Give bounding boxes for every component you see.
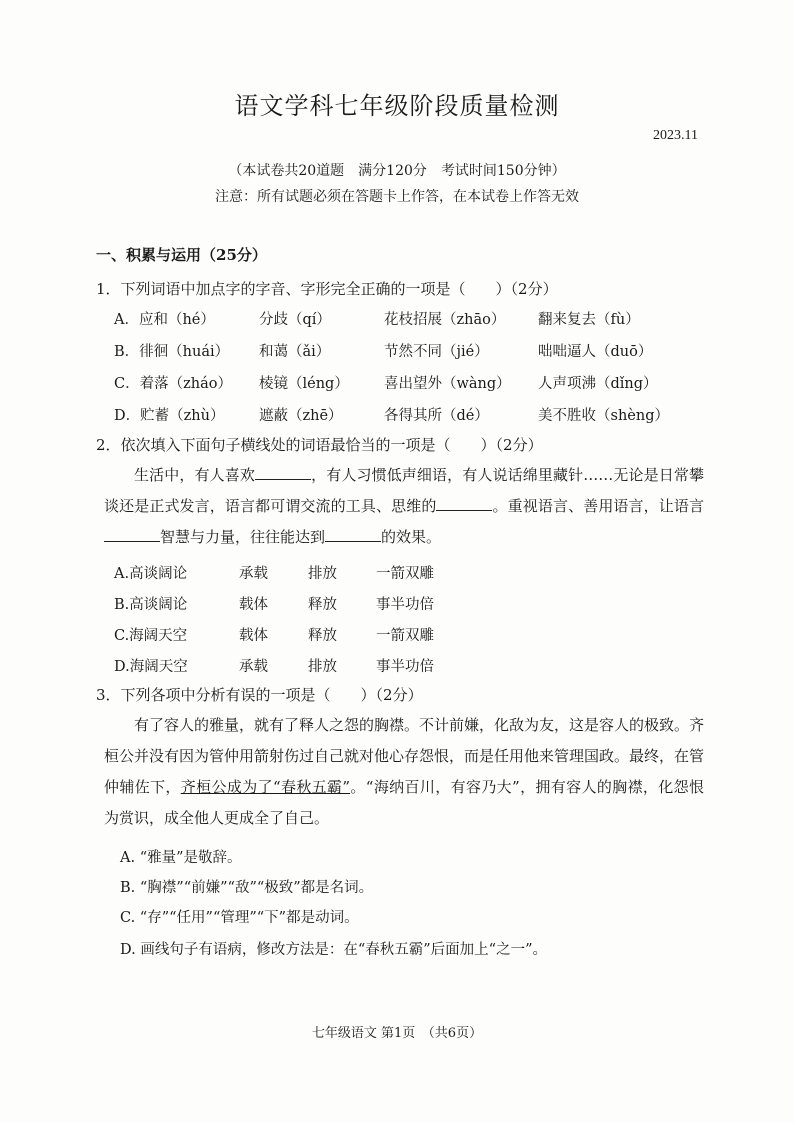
q2-cell: A.高谈阔论 — [114, 566, 188, 582]
section-title: 一、积累与运用（25分） — [96, 246, 267, 264]
passage-text: 有了容人的雅量，就有了释人之怨的胸襟。不计前嫌，化敌为友，这是容人的极致。齐桓公并没有因为管仲用箭射伤过自己就对他心存怨恨，而是任用他来管理国政。最终，在管仲辅佐下， — [104, 716, 705, 796]
q2-cell: B.高谈阔论 — [114, 597, 188, 613]
q2-cell: C.海阔天空 — [114, 628, 188, 644]
passage-text: 智慧与力量，往往能达到 — [160, 528, 326, 546]
q3-option: C. “存”“任用”“管理”“下”都是动词。 — [120, 910, 359, 926]
q2-cell: 释放 — [308, 597, 337, 613]
passage-text: 。“海纳百川，有容乃大”，拥有容人的胸襟，化怨恨为赏识，成全他人更成全了自己。 — [104, 778, 704, 827]
q2-cell: 承载 — [239, 659, 268, 675]
exam-title: 语文学科七年级阶段质量检测 — [234, 92, 560, 120]
q2-cell: 一箭双雕 — [376, 628, 434, 644]
question-3-stem: 3．下列各项中分析有误的一项是（ ）（2分） — [96, 686, 423, 704]
q1-cell: 花枝招展（zhāo） — [384, 312, 506, 328]
q2-cell: 释放 — [308, 628, 337, 644]
question-1-stem: 1．下列词语中加点字的字音、字形完全正确的一项是（ ）（2分） — [96, 280, 558, 298]
q1-cell: 人声项沸（dǐng） — [538, 376, 658, 392]
passage-text: 。重视语言、善用语言，让语言 — [492, 497, 704, 515]
exam-date: 2023.11 — [653, 128, 698, 143]
q1-cell: 喜出望外（wàng） — [384, 376, 511, 392]
passage-text: 生活中，有人喜欢 — [134, 466, 255, 484]
q2-cell: 事半功倍 — [376, 597, 434, 613]
q2-cell: 载体 — [239, 597, 268, 613]
q1-cell: 咄咄逼人（duō） — [538, 344, 653, 360]
q1-cell: 节然不同（jié） — [384, 344, 489, 360]
q1-cell: 棱镜（léng） — [259, 376, 349, 392]
q1-cell: A．应和（hé） — [114, 312, 215, 328]
exam-info: （本试卷共20道题 满分120分 考试时间150分钟） — [228, 163, 566, 179]
q1-cell: C．着落（zháo） — [114, 376, 232, 392]
q1-cell: 翻来复去（fù） — [538, 312, 640, 328]
q1-cell: D．贮蓄（zhù） — [114, 408, 225, 424]
q1-cell: 各得其所（dé） — [384, 408, 489, 424]
q1-cell: 分歧（qí） — [259, 312, 331, 328]
q2-cell: 载体 — [239, 628, 268, 644]
underlined-sentence: 齐桓公成为了“春秋五霸” — [180, 778, 351, 796]
q2-cell: D.海阔天空 — [114, 659, 188, 675]
question-3-passage — [104, 710, 704, 834]
question-2-stem: 2．依次填入下面句子横线处的词语最恰当的一项是（ ）（2分） — [96, 436, 543, 454]
q2-cell: 承载 — [239, 566, 268, 582]
q1-cell: B．徘徊（huái） — [114, 344, 230, 360]
q3-option: A. “雅量”是敬辞。 — [120, 850, 242, 866]
passage-text: 的效果。 — [381, 528, 442, 546]
q2-cell: 排放 — [308, 566, 337, 582]
page-footer: 七年级语文 第1页 （共6页） — [311, 1026, 483, 1041]
passage-text: ，有人习惯低声细语，有人说话绵里藏针……无论是日常攀谈还是正式发言，语言都可谓交流的工具、思维的 — [104, 466, 704, 515]
exam-notice: 注意：所有试题必须在答题卡上作答，在本试卷上作答无效 — [215, 189, 579, 205]
q2-cell: 一箭双雕 — [376, 566, 434, 582]
q2-cell: 排放 — [308, 659, 337, 675]
q3-option: D. 画线句子有语病，修改方法是：在“春秋五霸”后面加上“之一”。 — [120, 942, 547, 958]
q1-cell: 美不胜收（shèng） — [538, 408, 669, 424]
q3-option: B. “胸襟”“前嫌”“敌”“极致”都是名词。 — [120, 880, 374, 896]
answer-blank — [436, 496, 492, 511]
answer-blank — [104, 527, 160, 542]
answer-blank — [325, 527, 381, 542]
q2-cell: 事半功倍 — [376, 659, 434, 675]
q1-cell: 和蔼（ǎi） — [259, 344, 331, 360]
question-2-passage — [104, 460, 704, 553]
answer-blank — [255, 465, 311, 480]
q1-cell: 遮蔽（zhē） — [259, 408, 343, 424]
